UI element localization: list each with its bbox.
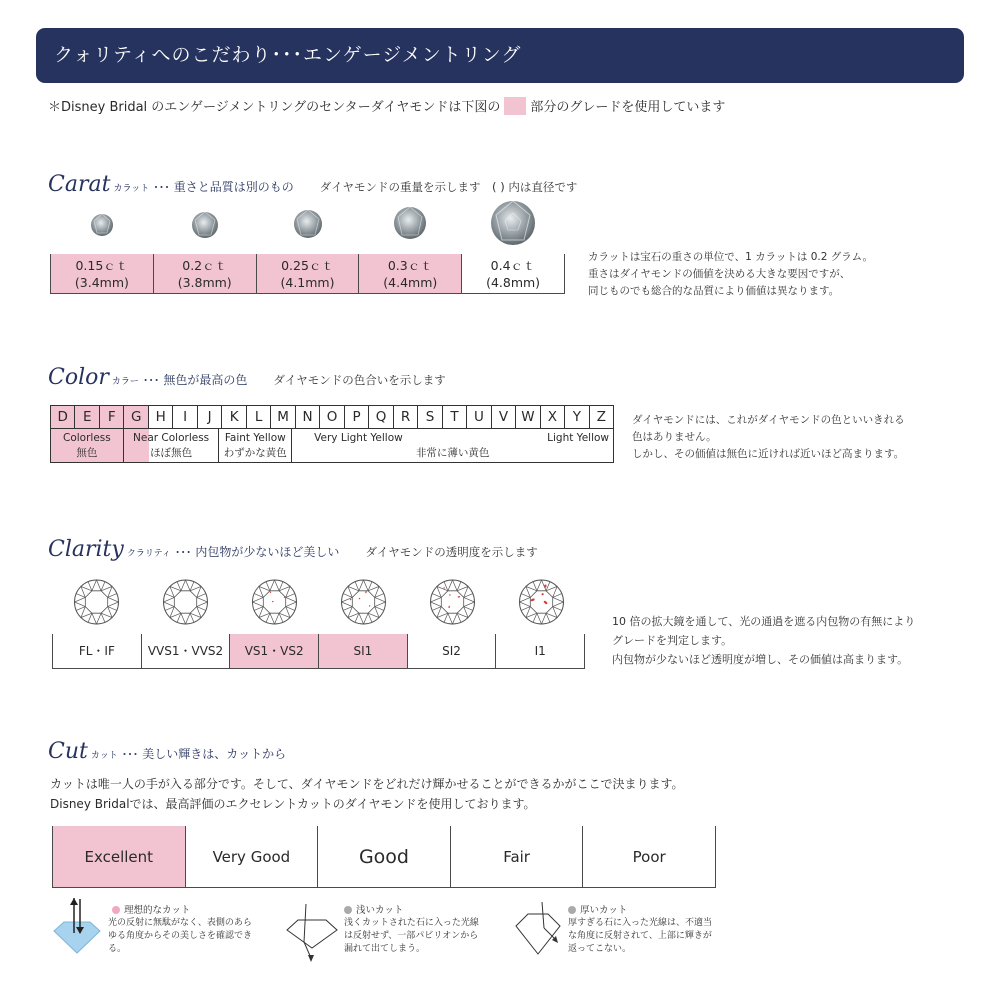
diamond-icon-03 xyxy=(394,207,426,239)
legend-line: 返ってこない。 xyxy=(568,944,632,954)
carat-heading xyxy=(48,172,577,197)
color-grade-letter: Y xyxy=(565,406,589,428)
carat-table xyxy=(50,254,565,294)
diamond-icon-04 xyxy=(491,201,535,245)
color-group-ja: わずかな黄色 xyxy=(223,447,287,459)
legend-dot xyxy=(568,906,576,914)
cut-title: Cut xyxy=(48,739,88,764)
color-group-faint-yellow xyxy=(219,429,292,462)
clarity-cell: FL・IF xyxy=(53,634,142,668)
carat-dots: ･･･ xyxy=(153,181,170,194)
clarity-heading xyxy=(48,537,538,562)
deep-cut-diagram-icon xyxy=(512,900,566,966)
color-grade-letter: K xyxy=(222,406,246,428)
clarity-side-line: グレードを判定します。 xyxy=(612,634,733,647)
color-side-line: ダイヤモンドには、これがダイヤモンドの色といいきれる xyxy=(632,414,905,426)
clarity-kana: クラリティ xyxy=(126,549,171,559)
legend-title: 浅いカット xyxy=(356,905,404,916)
cut-intro xyxy=(50,774,684,814)
color-grade-letter: I xyxy=(173,406,197,428)
legend-dot xyxy=(112,906,120,914)
carat-cell xyxy=(257,254,360,293)
legend-line: 厚すぎる石に入った光線は、不適当 xyxy=(568,918,713,928)
color-side-text xyxy=(632,412,905,463)
color-grade-letter: P xyxy=(345,406,369,428)
carat-cell xyxy=(462,254,564,293)
color-grade-letter: Q xyxy=(369,406,393,428)
color-grade-letter: O xyxy=(320,406,344,428)
carat-size: (4.4mm) xyxy=(383,275,438,290)
clarity-desc: ダイヤモンドの透明度を示します xyxy=(365,545,538,559)
color-side-line: 色はありません。 xyxy=(632,431,717,443)
color-grade-letter: W xyxy=(516,406,540,428)
legend-ideal xyxy=(108,904,252,956)
color-grade-letter: D xyxy=(51,406,75,428)
diamond-icon-025 xyxy=(294,210,322,238)
cut-dots: ･･･ xyxy=(121,748,139,761)
legend-line: ゆる角度からその美しさを確認でき xyxy=(108,931,253,941)
clarity-table xyxy=(52,634,585,669)
clarity-diamond-icon xyxy=(75,580,119,624)
diamond-icon-02 xyxy=(192,212,218,238)
color-grade-letter: M xyxy=(271,406,295,428)
carat-side-text xyxy=(588,249,873,300)
color-dots: ･･･ xyxy=(142,374,160,387)
cut-heading xyxy=(48,739,286,764)
cut-intro-line: カットは唯一人の手が入る部分です。そして、ダイヤモンドをどれだけ輝かせることができるかがここで決まります。 xyxy=(50,777,684,791)
color-group-en: Near Colorless xyxy=(133,432,210,444)
legend-dot xyxy=(344,906,352,914)
color-grade-letter: F xyxy=(100,406,124,428)
clarity-diamond-icon xyxy=(164,580,208,624)
legend-title: 理想的なカット xyxy=(124,905,191,916)
clarity-diamond-icon xyxy=(520,580,564,624)
color-letter-row xyxy=(50,405,614,429)
grade-note-after: 部分のグレードを使用しています xyxy=(530,100,726,115)
clarity-tagline: 内包物が少ないほど美しい xyxy=(195,545,340,559)
color-grade-letter: V xyxy=(492,406,516,428)
color-grade-letter: X xyxy=(541,406,565,428)
color-heading xyxy=(48,365,446,390)
color-group-en: Colorless xyxy=(63,432,111,444)
carat-size: (3.4mm) xyxy=(74,275,129,290)
legend-line: 光の反射に無駄がなく、表側のあら xyxy=(108,918,252,928)
color-grade-letter: N xyxy=(296,406,320,428)
legend-line: 漏れて出てしまう。 xyxy=(344,944,426,954)
color-group-row xyxy=(50,429,614,463)
clarity-title: Clarity xyxy=(48,537,124,562)
color-grade-letter: E xyxy=(75,406,99,428)
carat-size: (3.8mm) xyxy=(177,275,232,290)
legend-line: 浅くカットされた石に入った光線 xyxy=(344,918,479,928)
color-group-ja: ほぼ無色 xyxy=(150,447,193,459)
color-grade-letter: J xyxy=(198,406,222,428)
color-title: Color xyxy=(48,365,109,390)
cut-cell: Good xyxy=(318,826,451,887)
carat-size: (4.1mm) xyxy=(280,275,335,290)
color-grade-letter: U xyxy=(467,406,491,428)
legend-line: は反射せず、一部パビリオンから xyxy=(344,931,479,941)
carat-side-line: カラットは宝石の重さの単位で、1 カラットは 0.2 グラム。 xyxy=(588,251,873,263)
grade-note-before: ＊Disney Bridal のエンゲージメントリングのセンターダイヤモンドは下図の xyxy=(48,100,501,115)
legend-title: 厚いカット xyxy=(580,905,628,916)
clarity-diamond-icon xyxy=(253,580,297,624)
color-group-near-colorless xyxy=(124,429,220,462)
clarity-side-line: 10 倍の拡大鏡を通して、光の通過を遮る内包物の有無により xyxy=(612,615,916,628)
color-group-en: Faint Yellow xyxy=(224,432,286,444)
clarity-diamond-icon xyxy=(431,580,475,624)
color-grade-letter: T xyxy=(443,406,467,428)
page-banner: クォリティへのこだわり･･･エンゲージメントリング xyxy=(36,28,964,83)
carat-side-line: 同じものでも総合的な品質により価値は異なります。 xyxy=(588,285,840,297)
clarity-cell: SI2 xyxy=(408,634,497,668)
clarity-dots: ･･･ xyxy=(174,546,192,559)
legend-shallow xyxy=(344,904,479,956)
carat-weight: 0.3ｃｔ xyxy=(387,258,433,273)
color-grade-letter: H xyxy=(149,406,173,428)
cut-table xyxy=(52,826,716,888)
color-kana: カラー xyxy=(111,377,139,387)
carat-tagline: 重さと品質は別のもの xyxy=(173,180,294,194)
carat-weight: 0.2ｃｔ xyxy=(182,258,228,273)
carat-weight: 0.15ｃｔ xyxy=(75,258,129,273)
clarity-cell: I1 xyxy=(534,644,546,658)
carat-size: (4.8mm) xyxy=(486,275,541,290)
shallow-cut-diagram-icon xyxy=(284,900,342,966)
cut-cell: Poor xyxy=(632,848,666,866)
carat-desc: ダイヤモンドの重量を示します ( ) 内は直径です xyxy=(319,180,578,194)
color-group-en2: Light Yellow xyxy=(547,432,610,444)
carat-title: Carat xyxy=(48,172,111,197)
cut-tagline: 美しい輝きは、カットから xyxy=(142,747,287,761)
clarity-cell: VS1・VS2 xyxy=(230,634,319,668)
carat-cell xyxy=(154,254,257,293)
cut-cell: Very Good xyxy=(186,826,319,887)
color-grade-letter: G xyxy=(124,406,148,428)
color-desc: ダイヤモンドの色合いを示します xyxy=(273,373,446,387)
color-tagline: 無色が最高の色 xyxy=(163,373,248,387)
color-group-en: Very Light Yellow xyxy=(314,432,403,444)
carat-cell xyxy=(51,254,154,293)
pink-swatch xyxy=(504,97,526,115)
carat-cell xyxy=(359,254,462,293)
carat-weight: 0.4ｃｔ xyxy=(490,258,536,273)
clarity-diamond-row xyxy=(52,576,586,632)
color-side-line: しかし、その価値は無色に近ければ近いほど高まります。 xyxy=(632,448,905,460)
color-grade-letter: R xyxy=(394,406,418,428)
color-grade-letter: L xyxy=(247,406,271,428)
cut-cell: Excellent xyxy=(53,826,186,887)
cut-kana: カット xyxy=(90,751,118,761)
color-group-light-yellow xyxy=(292,429,613,462)
clarity-cell: SI1 xyxy=(319,634,408,668)
carat-weight: 0.25ｃｔ xyxy=(281,258,334,273)
legend-line: な角度に反射されて、上部に輝きが xyxy=(568,931,712,941)
legend-line: る。 xyxy=(108,944,127,954)
color-grade-letter: Z xyxy=(596,409,607,425)
diamond-row xyxy=(50,198,566,254)
carat-kana: カラット xyxy=(113,184,150,194)
color-group-ja: 無色 xyxy=(76,447,98,459)
color-group-colorless xyxy=(51,429,124,462)
color-grade-letter: S xyxy=(418,406,442,428)
color-group-ja: 非常に薄い黄色 xyxy=(415,447,490,459)
clarity-diamond-icon xyxy=(342,580,386,624)
clarity-side-text xyxy=(612,612,915,669)
cut-cell: Fair xyxy=(451,826,584,887)
ideal-cut-diagram-icon xyxy=(50,895,106,965)
carat-side-line: 重さはダイヤモンドの価値を決める大きな要因ですが、 xyxy=(588,268,851,280)
clarity-cell: VVS1・VVS2 xyxy=(142,634,231,668)
clarity-side-line: 内包物が少ないほど透明度が増し、その価値は高まります。 xyxy=(612,653,909,666)
grade-note xyxy=(48,97,725,119)
diamond-icon-015 xyxy=(91,214,113,236)
cut-intro-line: Disney Bridalでは、最高評価のエクセレントカットのダイヤモンドを使用しております。 xyxy=(50,797,536,811)
legend-deep xyxy=(568,904,712,956)
